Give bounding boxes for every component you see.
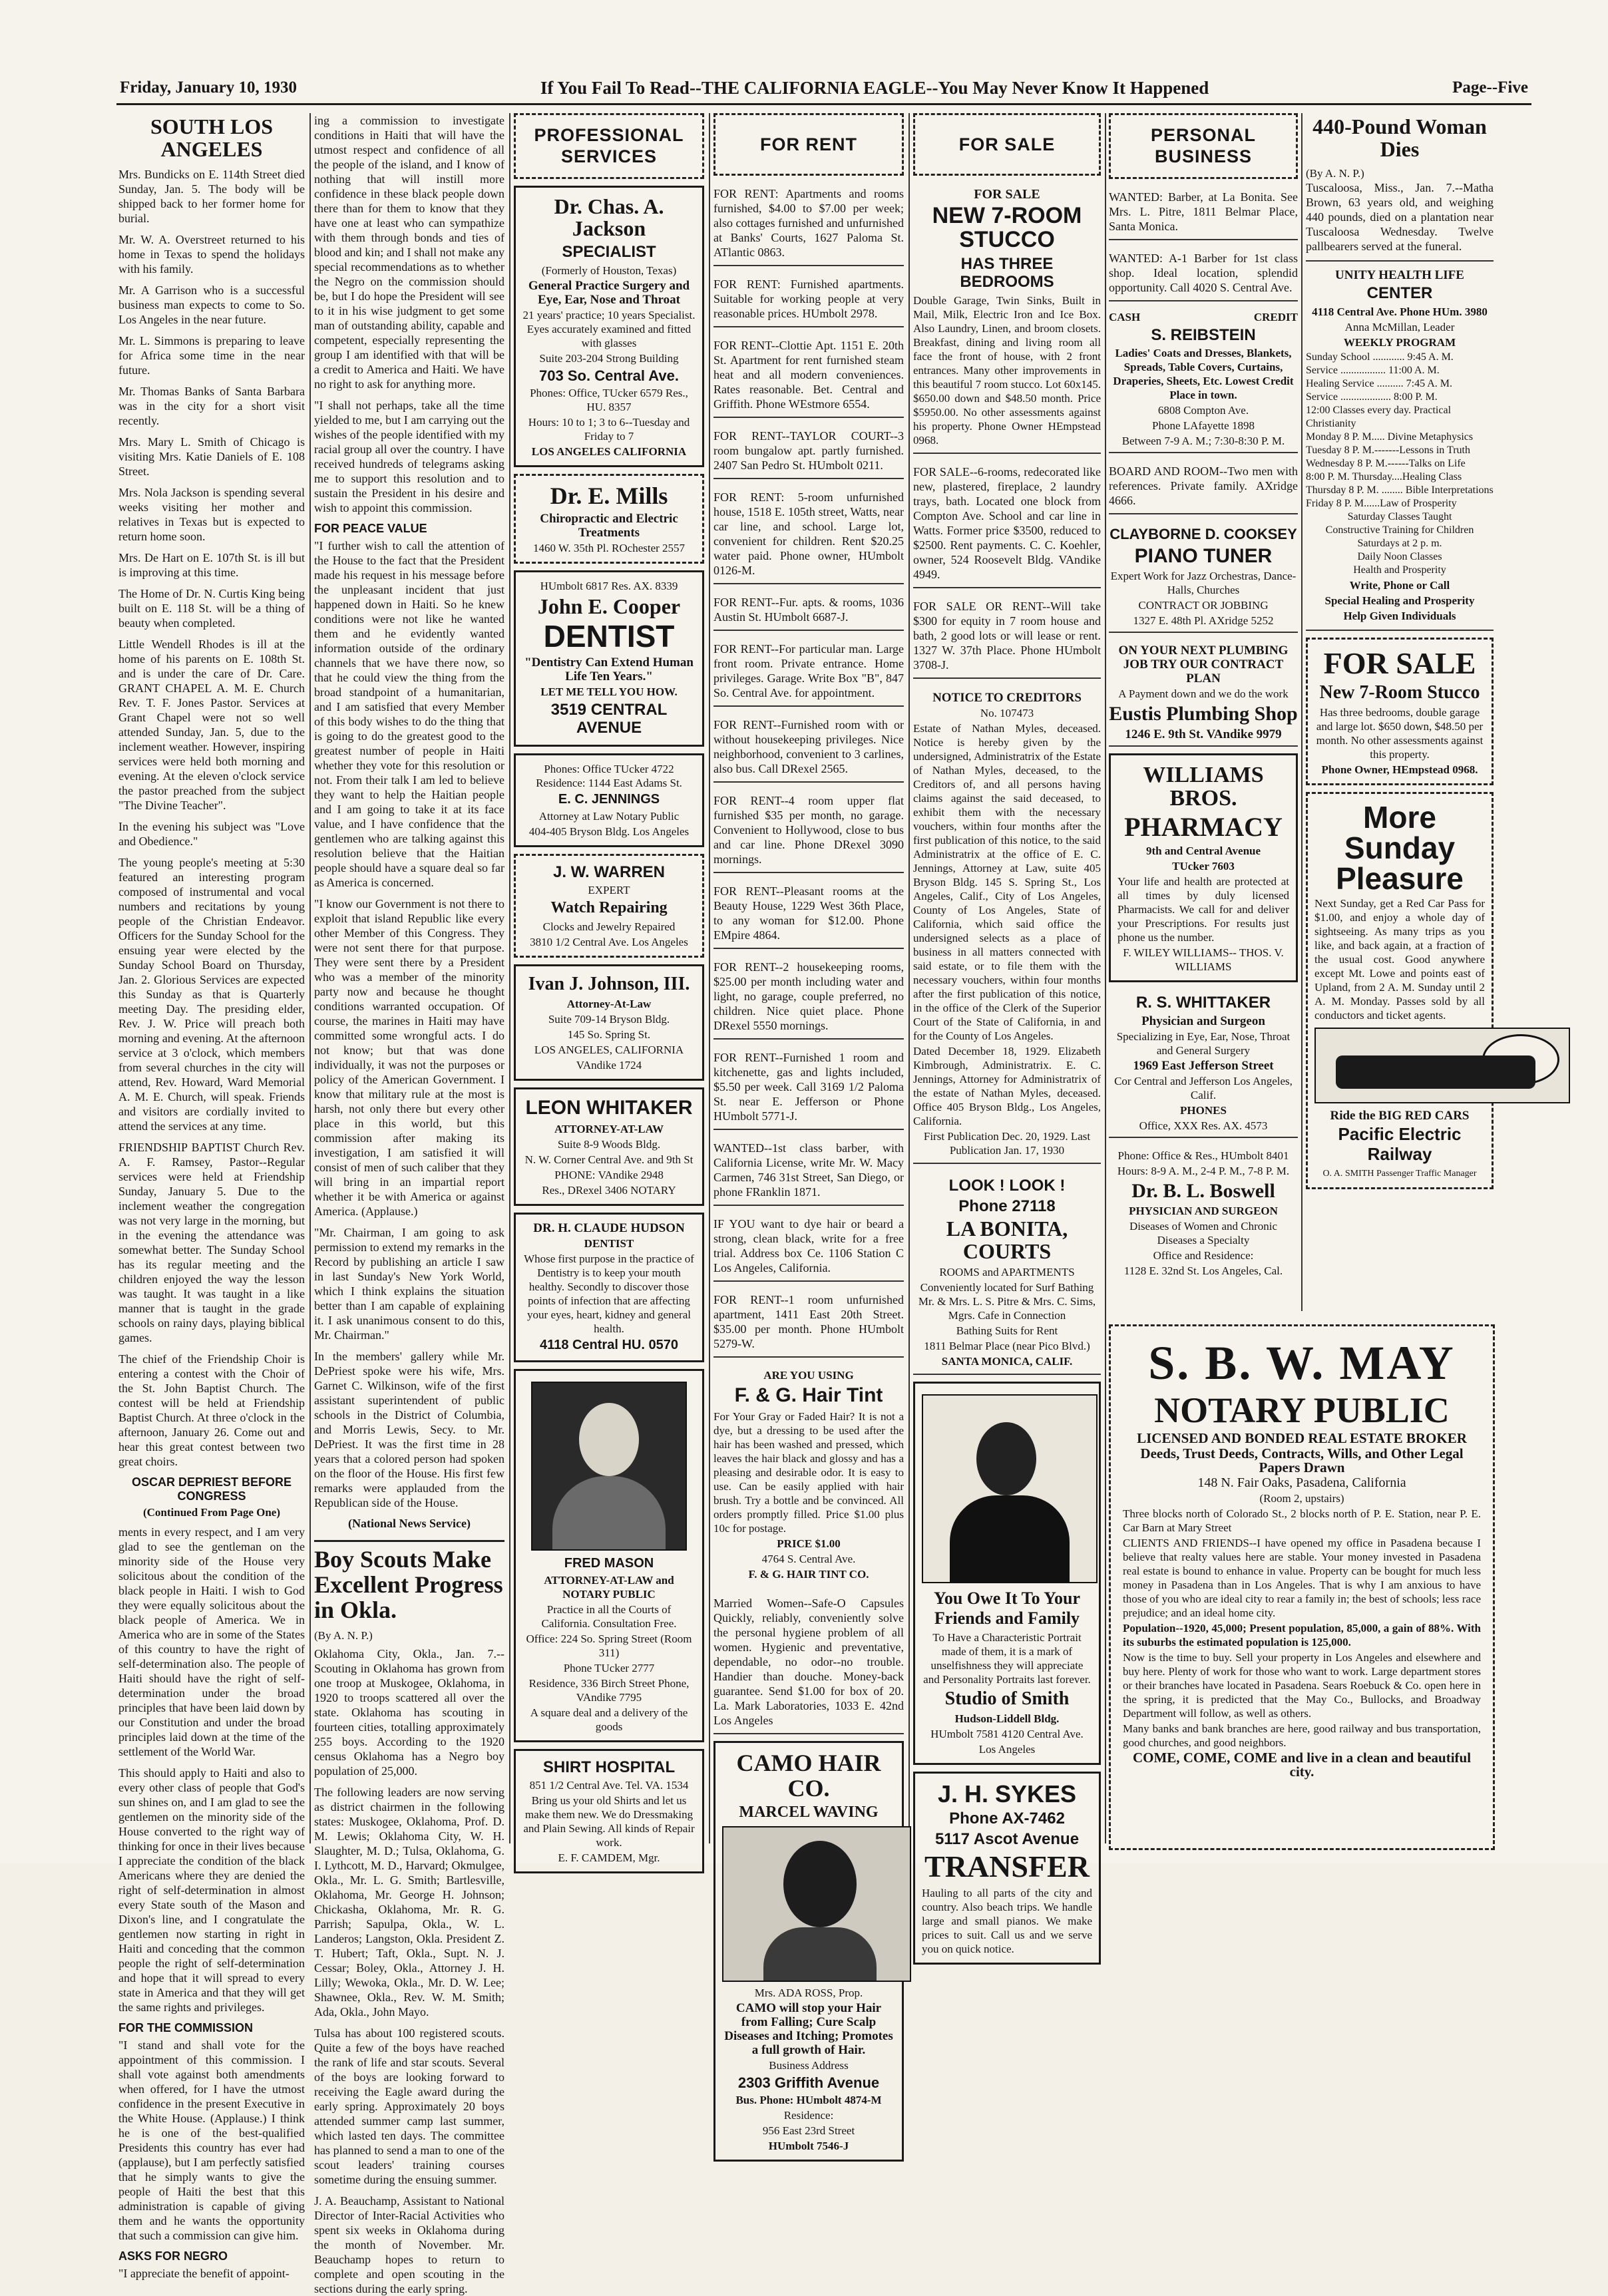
ad-text: (Room 2, upstairs) xyxy=(1259,1492,1344,1505)
article-paragraph: "I shall not perhaps, take all the time yielded to me, but I am carrying out the wishes of the people identified with my racial group all over the country. I have received hundreds of telegrams asking me to support this resolution and to sustain the President in his desire and wish to appoint this commission. xyxy=(314,399,504,514)
ad-cooksey-piano-tuner xyxy=(1109,521,1298,633)
program-row: Health and Prosperity xyxy=(1353,564,1446,576)
ad-title: More Sunday Pleasure xyxy=(1336,800,1464,896)
news-item: Mr. W. A. Overstreet returned to his home in Texas to spend the holidays with his family. xyxy=(118,233,305,276)
ad-text: Specializing in Eye, Ear, Nose, Throat and General Surgery xyxy=(1116,1030,1291,1057)
ad-title: You Owe It To Your Friends and Family xyxy=(933,1589,1081,1628)
column-rule xyxy=(309,113,311,1843)
news-item: Mrs. Mary L. Smith of Chicago is visiting Mrs. Katie Daniels of E. 108 Street. xyxy=(118,435,305,478)
program-row: Constructive Training for Children xyxy=(1325,524,1474,536)
section-header-for-rent: FOR RENT xyxy=(713,113,904,176)
column-rule xyxy=(1301,113,1303,1311)
headline-oscar-depriest: OSCAR DEPRIEST BEFORE CONGRESS xyxy=(131,1475,292,1503)
ad-text: CASH xyxy=(1109,310,1141,323)
ad-unity-health-life-center xyxy=(1306,260,1494,631)
column-for-rent xyxy=(713,113,904,2153)
ad-title: CENTER xyxy=(1366,284,1433,303)
advertiser-name: S. B. W. MAY xyxy=(1148,1336,1456,1390)
news-item: The Home of Dr. N. Curtis King being built on E. 118 St. will be a thing of beauty when completed. xyxy=(118,587,305,630)
program-row: Tuesday 8 P. M.-------Lessons in Truth xyxy=(1306,444,1470,456)
ad-title: DENTIST xyxy=(543,619,675,654)
advertiser-name: LEON WHITAKER xyxy=(525,1097,693,1119)
ad-text: Three blocks north of Colorado St., 2 blocks north of P. E. Station, near P. E. Car Barn at Mary Street xyxy=(1123,1507,1481,1535)
classified-ad: FOR RENT--Fur. apts. & rooms, 1036 Austin St. HUmbolt 6687-J. xyxy=(713,591,904,631)
program-row: Service ................. 11:00 A. M. xyxy=(1306,364,1440,376)
classified-ad: FOR RENT--Furnished 1 room and kitchenette, gas and lights included, $5.50 per week. Call 3169 1/2 Paloma St. near E. Jefferson or Phone HUmbolt 5771-J. xyxy=(713,1046,904,1130)
ad-text: Res., DRexel 3406 NOTARY xyxy=(542,1183,676,1197)
ad-text: (Formerly of Houston, Texas) xyxy=(541,264,677,277)
advertiser-name: CAMO HAIR CO. xyxy=(736,1749,881,1802)
notice-text: Dated December 18, 1929. Elizabeth Kimbrough, Administratrix. E. C. Jennings, Attorney for Administratrix of the estate of Nathan Myles, deceased. Office 405 Bryson Bldg., Los Angeles, California. xyxy=(913,1044,1101,1127)
ad-phone: TUcker 7603 xyxy=(1172,860,1235,873)
column-depriest-continued xyxy=(314,113,504,2296)
article-paragraph: This should apply to Haiti and also to every other class of people that God's sun shines on, and I am glad to see the gentlemen on the minority side of the House converted to the right way of thinking for once in their lives because I appreciate the condition of the black Americans where they are denied the right of self-determination in almost every State south of the Mason and Dixon's line, and I congratulate the gentlemen now starting in right in Haiti and conceding that the common people the right of self-determination and hope that it will spread to every state in America and that they will get the same rights and privileges. xyxy=(118,1766,305,2014)
ad-phone: Phone 27118 xyxy=(958,1197,1056,1215)
ad-text: COME, COME, COME and live in a clean and beautiful city. xyxy=(1132,1750,1472,1780)
ad-text: WEEKLY PROGRAM xyxy=(1343,335,1456,349)
advertiser-name: S. REIBSTEIN xyxy=(1151,325,1256,344)
advertiser-name: F. & G. Hair Tint xyxy=(734,1384,883,1407)
ad-phone: PHONE: VAndike 2948 xyxy=(554,1168,664,1181)
fred-mason-portrait xyxy=(531,1382,687,1551)
classified-ad: FOR RENT--4 room upper flat furnished $35 per month, no garage. Convenient to Hollywood, close to bus and car line. Phone DRexel 3090 mornings. xyxy=(713,789,904,873)
ad-text: 21 years' practice; 10 years Specialist. Eyes accurately examined and fitted with glasses xyxy=(522,308,696,349)
ad-text: Population--1920, 45,000; Present population, 85,000, a gain of 88%. With its suburbs the estimated population is 125,000. xyxy=(1123,1622,1481,1649)
ad-la-bonita-courts xyxy=(913,1171,1101,1375)
ad-fg-hair-tint xyxy=(713,1364,904,1585)
advertiser-name: R. S. WHITTAKER xyxy=(1135,994,1271,1012)
article-paragraph: "I further wish to call the attention of the House to the fact that the President made his request in his message before the unpleasant incident that just happened down in Haiti. So he knew conditions were not like he wanted them and he evidently wanted information outside of the ordinary channels that we have there now, so that he could view the thing from the broad standpoint of a humanitarian, and I am satisfied that every Member of this body wishes to do the thing that is going to do the greatest good to the greatest number of people in Haiti whether they vote for this resolution or not. From their talk I am led to believe they want to help the Haitian people and I am going to take it at its face value, and I have confidence that the gentlemen who are talking against this resolution believe that the Haitian people should have a square deal so far as America is concerned. xyxy=(314,539,504,889)
article-paragraph: "I stand and shall vote for the appointment of this commission. I shall vote against both amendments when offered, for I have the utmost confidence in the present Executive in the White House. (Applause.) I think he is one of the best-qualified Presidents this country has ever had (applause), but I am perfectly satisfied that he simply wants to give the people of Haiti the best that this administration is capable of giving them and he wants the opportunity that such a commission can give him. xyxy=(118,2038,305,2243)
ad-text: LOS ANGELES, CALIFORNIA xyxy=(534,1044,684,1057)
ad-text: EXPERT xyxy=(588,884,630,897)
ad-text: To Have a Characteristic Portrait made of them, it is a mark of unselfishness they will appreciate and Personality Portraits last forever. xyxy=(923,1631,1091,1686)
ad-text: Physician and Surgeon xyxy=(1141,1014,1265,1028)
headline-440-pound-woman: 440-Pound Woman Dies xyxy=(1312,114,1487,161)
classified-ad: WANTED--1st class barber, with California License, write Mr. W. Macy Carmen, 746 31st Street, San Diego, or phone FRanklin 1871. xyxy=(713,1137,904,1206)
ad-text: Office and Residence: xyxy=(1153,1249,1254,1262)
ad-text: Next Sunday, get a Red Car Pass for $1.00, and enjoy a whole day of sightseeing. As many trips as you like, and back again, at a fraction of the usual cost. Good anywhere except Mt. Lowe and points east of Upland, from 2 A. M. Sunday until 2 A. M. Monday. Passes sold by all conductors and ticket agents. xyxy=(1314,897,1485,1022)
ad-text: "Dentistry Can Extend Human Life Ten Years." xyxy=(524,655,694,683)
ad-text: For Your Gray or Faded Hair? It is not a dye, but a dressing to be used after the hair has been washed and pressed, which leaves the hair black and glossy and has a pleasing and desirable odor. It is easy to use. Can be easily applied with hair brush. Try a bottle and be convinced. All orders promptly filled. Price $1.00 plus 10c for postage. xyxy=(713,1410,904,1535)
ad-ec-jennings xyxy=(514,753,704,847)
news-item: Little Wendell Rhodes is ill at the home of his parents on E. 108th St. and is under the care of Dr. Care. GRANT CHAPEL A. M. E. Church Rev. T. F. Jones Pastor. Services at Grant Chapel were not so well attended Sunday, Jan. 5, due to the inclement weather. However, inspiring services were held both morning and evening. At the eleven o'clock service the pastor preached from the subject "The Divine Teacher". xyxy=(118,638,305,813)
ad-title: MARCEL WAVING xyxy=(739,1804,879,1821)
ad-dr-boswell xyxy=(1109,1145,1298,1282)
ad-phone: Phones: Office, TUcker 6579 Res., HU. 8357 xyxy=(530,386,688,413)
advertiser-name: Dr. B. L. Boswell xyxy=(1131,1179,1275,1202)
ad-text: Many banks and bank branches are here, good railway and bus transportation, good churches, and good neighbors. xyxy=(1123,1722,1481,1750)
ad-text: Bathing Suits for Rent xyxy=(956,1324,1058,1338)
advertiser-name: E. C. JENNINGS xyxy=(558,791,660,807)
ad-address: 1811 Belmar Place (near Pico Blvd.) xyxy=(924,1340,1090,1353)
column-professional-services xyxy=(514,113,704,1865)
ad-text: LOOK ! LOOK ! xyxy=(948,1176,1066,1195)
ad-text: Special Healing and Prosperity xyxy=(1324,594,1475,607)
ad-address: 6808 Compton Ave. xyxy=(1157,404,1249,417)
column-rule xyxy=(1105,113,1106,1843)
ad-text: CREDIT xyxy=(1253,310,1298,323)
news-item: In the evening his subject was "Love and Obedience." xyxy=(118,820,305,849)
ad-address: 404-405 Bryson Bldg. Los Angeles xyxy=(528,825,690,838)
program-row: Sunday School ............ 9:45 A. M. xyxy=(1306,351,1454,363)
ad-pacific-electric xyxy=(1306,792,1494,1189)
ad-shirt-hospital xyxy=(514,1749,704,1874)
ad-text: Suite 709-14 Bryson Bldg. xyxy=(548,1013,670,1026)
notice-text: First Publication Dec. 20, 1929. Last Publication Jan. 17, 1930 xyxy=(923,1129,1091,1157)
ad-text: New 7-Room Stucco xyxy=(1319,682,1480,703)
classified-ad: FOR RENT--Furnished room with or without housekeeping privileges. Nice neighborhood, convenient to 3 carlines, also bus. Call DRexel 2565. xyxy=(713,713,904,783)
ad-text: Whose first purpose in the practice of Dentistry is to keep your mouth healthy. Secondly to discover those points of infection that are affecting your eyes, heart, kidney and general health. xyxy=(524,1252,694,1335)
article-paragraph: Tulsa has about 100 registered scouts. Quite a few of the boys have reached the rank of life and star scouts. Several of the boys are looking forward to receiving the Eagle award during the early spring. Approximately 20 boys attended summer camp last summer, which lasted ten days. The committee has planned to send a man to one of the scout leaders' training courses sometime during the ensuing summer. xyxy=(314,2026,504,2187)
ad-text: PHYSICIAN AND SURGEON xyxy=(1129,1205,1278,1218)
ad-text: HAS THREE BEDROOMS xyxy=(960,254,1054,291)
ad-text: F. & G. HAIR TINT CO. xyxy=(748,1567,869,1581)
ad-address: 9th and Central Avenue xyxy=(1145,845,1261,858)
news-item: Mrs. Nola Jackson is spending several weeks visiting her mother and relatives in Texas but is expected to return home soon. xyxy=(118,486,305,544)
classified-ad: FOR RENT: Furnished apartments. Suitable for working people at very reasonable prices. HUmbolt 2978. xyxy=(713,273,904,327)
ad-text: A square deal and a delivery of the goods xyxy=(530,1706,688,1733)
section-header-personal-business: PERSONAL BUSINESS xyxy=(1109,113,1298,179)
advertiser-name: UNITY HEALTH LIFE xyxy=(1335,268,1464,283)
advertiser-name: Studio of Smith xyxy=(944,1688,1070,1710)
news-item: The chief of the Friendship Choir is entering a contest with the Choir of the St. John Baptist Church. The contest will be held at Friendship Baptist Church. At three o'clock in the afternoon, January 26. Come out and hear this great contest between two great choirs. xyxy=(118,1352,305,1469)
ad-text: PHONES xyxy=(1180,1103,1227,1117)
ad-text: Double Garage, Twin Sinks, Built in Mail, Milk, Electric Iron and Ice Box. Also Laundry, Linen, and broom closets. Breakfast, dining and living room all face the front of house, with 2 front entrances. Many other improvements in this beautiful 7 room stucco. Lot 60x145. $650.00 down and $48.50 month. Price $5950.00. No other assessments against his property. Phone Owner HEmpstead 0968. xyxy=(913,293,1101,447)
program-row: Daily Noon Classes xyxy=(1357,550,1442,562)
article-paragraph: In the members' gallery while Mr. DePriest spoke were his wife, Mrs. Garnet C. Wilkinson, wife of the first assistant superintendent of public schools in the District of Columbia, and Morris Lewis, Secy. to Mr. DePriest. It was the first time in 28 years that a colored person had spoken on the floor of the House. His first few remarks were applauded from the Republican side of the House. xyxy=(314,1350,504,1509)
ad-text: Chiropractic and Electric Treatments xyxy=(540,511,678,540)
headline-south-los-angeles: SOUTH LOS ANGELES xyxy=(150,114,274,161)
ad-text: Suite 8-9 Woods Bldg. xyxy=(557,1137,661,1151)
ad-title: NEW 7-ROOM STUCCO xyxy=(932,203,1082,253)
ad-sbw-may-notary xyxy=(1109,1324,1495,1850)
advertiser-name: LA BONITA, COURTS xyxy=(946,1217,1068,1263)
continued-note: (Continued From Page One) xyxy=(142,1506,281,1519)
ad-text: N. W. Corner Central Ave. and 9th St xyxy=(524,1153,694,1166)
ad-price: PRICE $1.00 xyxy=(777,1537,841,1550)
ad-text: Your life and health are protected at all times by duly licensed Pharmacists. We call for and deliver your Prescriptions. For results just phone us the number. xyxy=(1117,875,1289,944)
ad-phone: Phone Owner, HEmpstead 0968. xyxy=(1321,763,1478,777)
ad-title: PIANO TUNER xyxy=(1134,544,1273,567)
ad-phone: Phone AX-7462 xyxy=(949,1810,1065,1828)
ad-text: Conveniently located for Surf Bathing Mr. & Mrs. L. S. Pitre & Mrs. C. Sims, Mgrs. Cafe in Connection xyxy=(918,1281,1096,1322)
ad-text: Expert Work for Jazz Orchestras, Dance-Halls, Churches xyxy=(1110,570,1297,597)
ad-text: A Payment down and we do the work xyxy=(1118,687,1289,701)
news-item: FRIENDSHIP BAPTIST Church Rev. A. F. Ramsey, Pastor--Regular services were held at Friendship Sunday, January 5. Due to the inclement weather the congregation was not very large in the morning, but in the evening the attendance was somewhat better. The Sunday School has its regular meeting and the children enjoyed the way the lesson was taught. It was taught in a like manner that is taught in the grade schools on rainy days, playing biblical games. xyxy=(118,1141,305,1345)
classified-ad: WANTED: A-1 Barber for 1st class shop. Ideal location, splendid opportunity. Call 4020 S. Central Ave. xyxy=(1109,247,1298,301)
ad-address: 1327 E. 48th Pl. AXridge 5252 xyxy=(1133,614,1274,628)
classified-ad: FOR RENT--2 housekeeping rooms, $25.00 per month including water and light, no garage, couple preferred, no children. Nice quiet place. Phone DRexel 5550 mornings. xyxy=(713,956,904,1040)
ad-text: Write, Phone or Call xyxy=(1349,578,1450,592)
ad-text: Mrs. ADA ROSS, Prop. xyxy=(754,1987,863,2000)
ad-text: Attorney-At-Law xyxy=(566,998,652,1011)
ad-text: Practice in all the Courts of California. Consultation Free. xyxy=(541,1603,677,1630)
advertiser-name: Eustis Plumbing Shop xyxy=(1109,703,1298,725)
ad-address: 703 So. Central Ave. xyxy=(539,367,679,384)
column-for-sale xyxy=(913,113,1101,1955)
classified-ad: FOR RENT--Clottie Apt. 1151 E. 20th St. Apartment for rent furnished steam heat and all modern conveniences. Rates reasonable. Bet. Central and Griffith. Phone WEstmore 6554. xyxy=(713,334,904,418)
ad-text: Help Given Individuals xyxy=(1343,609,1456,622)
ad-jh-sykes-transfer xyxy=(913,1772,1101,1964)
hair-model-photo xyxy=(722,1826,911,1982)
ad-text: O. A. SMITH Passenger Traffic Manager xyxy=(1322,1169,1477,1179)
article-paragraph: "I know our Government is not there to exploit that island Republic like every other Member of this Congress. They were not sent there for that purpose. They were sent there by a President who was a member of the minority party now and because he thought conditions warranted occupation. Of course, the marines in Haiti may have committed some wrongful acts. I do not know; but that was done individually, it was not the purposes or policy of the American Government. I know that military rule at the most is harsh, not only there but every other place in this world, but this commission after making its investigation, I am satisfied it will consist of men of such caliber that they will bring in an impartial report whether it be with America or against America. (Applause.) xyxy=(314,897,504,1218)
ad-text: Ride the BIG RED CARS xyxy=(1330,1109,1470,1123)
ad-address: 956 East 23rd Street xyxy=(762,2124,855,2138)
ad-text: Between 7-9 A. M.; 7:30-8:30 P. M. xyxy=(1121,435,1285,448)
ad-title: NOTARY PUBLIC xyxy=(1154,1390,1450,1430)
ad-stucco-for-sale xyxy=(913,182,1101,454)
notice-to-creditors xyxy=(913,685,1101,1164)
ad-text: Residence: xyxy=(783,2109,834,2122)
ad-for-sale-stucco-box xyxy=(1306,638,1494,785)
article-paragraph: Tuscaloosa, Miss., Jan. 7.--Matha Brown, 63 years old, and weighing 440 pounds, died on a plantation near Tuscaloosa Wednesday. Twelve pallbearers served at the funeral. xyxy=(1306,181,1494,254)
ad-text: F. WILEY WILLIAMS-- THOS. V. WILLIAMS xyxy=(1123,946,1284,974)
advertiser-name: Dr. Chas. A. Jackson xyxy=(554,194,664,241)
ad-address: 5117 Ascot Avenue xyxy=(934,1829,1080,1848)
ad-phone: HUmbolt 7546-J xyxy=(768,2140,849,2153)
ad-phone: Phones: Office TUcker 4722 Residence: 1144 East Adams St. xyxy=(536,762,682,789)
ad-fred-mason xyxy=(514,1369,704,1742)
ad-text: Now is the time to buy. Sell your property in Los Angeles and elsewhere and buy here. Plenty of work for those who want to work. Large department stores or their branches have located in Pasadena. Sears Roebuck & Co. open here in the spring, it is predicted that the May Co., Bullocks, and Broadway Department will follow, as well as others. xyxy=(1123,1651,1481,1720)
article-paragraph: "Mr. Chairman, I am going to ask permission to extend my remarks in the Record by publishing an article I saw in last Sunday's New York World, which I think explains the situation better than I am capable of explaining it. I ask unanimous consent to do this, Mr. Chairman." xyxy=(314,1226,504,1342)
column-rule xyxy=(509,113,510,1843)
ad-phone: VAndike 1724 xyxy=(576,1059,642,1072)
column-rule xyxy=(709,113,710,1843)
ad-rs-whittaker xyxy=(1109,989,1298,1138)
ad-text: DENTIST xyxy=(584,1237,634,1250)
program-row: Thursday 8 P. M. ........ Bible Interpretations xyxy=(1306,484,1494,496)
program-row: Saturday Classes Taught xyxy=(1347,510,1452,522)
ad-text: Hours: 10 to 1; 3 to 6--Tuesday and Friday to 7 xyxy=(528,415,690,443)
article-divider xyxy=(314,1540,504,1542)
ad-address: 148 N. Fair Oaks, Pasadena, California xyxy=(1197,1475,1406,1491)
portrait-sketch xyxy=(922,1394,1098,1583)
classified-ad: FOR RENT--1 room unfurnished apartment, 1411 East 20th Street. $35.00 per month. Phone HUmbolt 5279-W. xyxy=(713,1288,904,1358)
classified-ad: FOR RENT: Apartments and rooms furnished, $4.00 to $7.00 per week; also cottages furnished and unfurnished at Banks' Courts, 1627 Paloma St. ATlantic 0863. xyxy=(713,182,904,266)
column-personal-business xyxy=(1109,113,1298,1311)
ad-text: Office: 224 So. Spring Street (Room 311) xyxy=(526,1632,692,1659)
masthead-slogan: If You Fail To Read--THE CALIFORNIA EAGLE--You May Never Know It Happened xyxy=(540,77,1209,98)
ad-title: SPECIALIST xyxy=(562,242,656,261)
ad-title: FOR SALE xyxy=(1323,646,1476,680)
classified-ad: FOR SALE--6-rooms, redecorated like new, plastered, fireplace, 2 laundry trays, bath. Located one block from Compton Ave. School and car line in Watts. Former price $3500, reduced to $2500. Rent payments. C. C. Koehler, owner, 524 Roosevelt Bldg. VAndike 4949. xyxy=(913,461,1101,588)
advertiser-name: Ivan J. Johnson, III. xyxy=(528,973,690,994)
page-number: Page--Five xyxy=(1452,79,1528,96)
ad-dr-jackson xyxy=(514,186,704,467)
advertiser-name: DR. H. CLAUDE HUDSON xyxy=(533,1221,685,1235)
classified-ad: WANTED: Barber, at La Bonita. See Mrs. L. Pitre, 1811 Belmar Place, Santa Monica. xyxy=(1109,186,1298,240)
ad-text: 145 So. Spring St. xyxy=(567,1028,651,1042)
ad-text: Clocks and Jewelry Repaired xyxy=(542,920,676,933)
ad-text: ROOMS and APARTMENTS xyxy=(939,1266,1075,1279)
program-row: Wednesday 8 P. M.------Talks on Life xyxy=(1306,457,1466,469)
classified-ad: Married Women--Safe-O Capsules Quickly, reliably, conveniently solve the personal hygiene problem of all women. Hygienic and preventative, dependable, no odor--no trouble. Handier than douche. Money-back guarantee. Send $1.00 for box of 20. La. Mark Laboratories, 1033 E. 42nd Los Angeles xyxy=(713,1592,904,1734)
subhead-asks-for-negro: ASKS FOR NEGRO xyxy=(118,2249,228,2263)
red-car-illustration xyxy=(1314,1028,1570,1103)
ad-leon-whitaker xyxy=(514,1087,704,1206)
issue-date: Friday, January 10, 1930 xyxy=(120,79,297,96)
ad-text: SANTA MONICA, CALIF. xyxy=(941,1355,1073,1368)
article-paragraph: The following leaders are now serving as district chairmen in the following states: Muskogee, Oklahoma, Prof. D. M. Lewis; Oklahoma City, W. H. Slaughter, M. D.; Tulsa, Oklahoma, G. I. Lythcott, M. D., Harvard; Okmulgee, Okla., Mr. L. G. Smith; Bartlesville, Oklahoma, Mr. George H. Johnson; Chickasha, Oklahoma, Mr. R. G. Parrish; Sapulpa, Okla., W. L. Landeros; Langston, Okla. President Z. T. Hubert; Taft, Okla., Supt. N. J. Cessar; Boley, Okla., Attorney J. H. Lilly; Wewoka, Okla., Mr. D. W. Lee; Shawnee, Okla., Rev. W. M. Smith; Ada, Okla., John Mayo. xyxy=(314,1786,504,2019)
advertiser-name: J. H. SYKES xyxy=(937,1780,1077,1808)
ad-text: Hauling to all parts of the city and country. Also beach trips. We handle large and small pianos. We make prices to suit. Call us and we serve you on quick notice. xyxy=(922,1886,1092,1955)
notice-title: NOTICE TO CREDITORS xyxy=(932,690,1082,705)
ad-address: 4118 Central Ave. Phone HUm. 3980 xyxy=(1312,305,1488,318)
ad-text: E. F. CAMDEM, Mgr. xyxy=(558,1851,660,1865)
ad-text: Anna McMillan, Leader xyxy=(1344,320,1455,333)
advertiser-name: John E. Cooper xyxy=(537,594,681,618)
ad-text: LICENSED AND BONDED REAL ESTATE BROKER xyxy=(1137,1430,1467,1447)
ad-title: PHARMACY xyxy=(1124,812,1283,843)
ad-ivan-johnson xyxy=(514,964,704,1081)
ad-text: Bring us your old Shirts and let us make them new. We do Dressmaking and Plain Sewing. All kinds of Repair work. xyxy=(523,1794,695,1849)
subhead-for-the-commission: FOR THE COMMISSION xyxy=(118,2021,253,2035)
program-row: Saturdays at 2 p. m. xyxy=(1357,537,1442,549)
ad-text: Cor Central and Jefferson Los Angeles, Calif. xyxy=(1114,1074,1293,1101)
ad-dr-hudson xyxy=(514,1213,704,1362)
ad-address: 4764 S. Central Ave. xyxy=(761,1552,856,1565)
ad-text: Ladies' Coats and Dresses, Blankets, Spreads, Table Covers, Curtains, Draperies, Sheets, Etc. Lowest Credit Place in town. xyxy=(1113,347,1294,402)
ad-eustis-plumbing xyxy=(1109,640,1298,747)
ad-phone: Phone TUcker 2777 xyxy=(563,1661,655,1674)
ad-phone: Phone LAfayette 1898 xyxy=(1152,419,1255,433)
program-row: Healing Service .......... 7:45 A. M. xyxy=(1306,377,1452,389)
ad-text: Los Angeles xyxy=(978,1743,1036,1756)
byline: (By A. N. P.) xyxy=(314,1629,373,1642)
ad-text: Hours: 8-9 A. M., 2-4 P. M., 7-8 P. M. xyxy=(1117,1164,1290,1177)
ad-text: CONTRACT OR JOBBING xyxy=(1138,599,1269,612)
ad-text: Has three bedrooms, double garage and large lot. $650 down, $48.50 per month. No other assessments against this property. xyxy=(1316,706,1484,761)
notice-text: Estate of Nathan Myles, deceased. Notice is hereby given by the undersigned, Administratrix of the Estate of Nathan Myles, deceased, to the Creditors of, and all persons having claims against the said deceased, to exhibit them with the necessary vouchers, within four months after the first publication of this notice, to the said Administratrix at the office of E. C. Jennings, Attorney at Law, suite 405 Bryson Bldg. 145 S. Spring St., Los Angeles, Calif., City of Los Angeles, County of Los Angeles, State of California, which said office the undersigned selects as a place of business in all matters connected with said estate, or to file them with the necessary vouchers, within four months after the first publication of this notice, in the office of the Clerk of the Superior Court of the State of California, in and for the County of Los Angeles. xyxy=(913,721,1101,1042)
page-masthead xyxy=(120,75,1528,101)
ad-text: CAMO will stop your Hair from Falling; Cure Scalp Diseases and Itching; Promotes a full growth of Hair. xyxy=(724,2001,893,2058)
advertiser-name: Pacific Electric Railway xyxy=(1338,1124,1462,1165)
news-item: Mr. L. Simmons is preparing to leave for Africa some time in the near future. xyxy=(118,334,305,377)
ad-s-reibstein xyxy=(1109,308,1298,454)
section-header-professional-services: PROFESSIONAL SERVICES xyxy=(514,113,704,179)
program-row: Monday 8 P. M..... Divine Metaphysics xyxy=(1306,431,1474,443)
ad-text: FOR SALE xyxy=(974,187,1040,202)
ad-text: CLIENTS AND FRIENDS--I have opened my office in Pasadena because I believe that realty values here are stable. Your money invested in Pasadena real estate is bound to enhance in value. Property can be bought for much less money in Pasadena than in Los Angeles. That is why I am anxious to have those of you who are ideal city to rear a family in; the best of schools; less race prejudice; and an ideal home city. xyxy=(1123,1537,1481,1620)
article-paragraph: Oklahoma City, Okla., Jan. 7.--Scouting in Oklahoma has grown from one troop at Muskogee, Oklahoma, in 1920 to troops scattered all over the state. Oklahoma has scouting in fourteen cities, totalling approximately 255 boys. According to the 1920 census Oklahoma has a Negro boy population of 25,000. xyxy=(314,1647,504,1778)
ad-text: General Practice Surgery and Eye, Ear, Nose and Throat xyxy=(528,278,690,307)
classified-ad: FOR RENT--Pleasant rooms at the Beauty House, 1229 West 36th Place, to any woman for $12.00. Phone EMpire 4864. xyxy=(713,880,904,949)
ad-phone: HUmbolt 6817 Res. AX. 8339 xyxy=(540,579,678,592)
ad-address: HUmbolt 7581 4120 Central Ave. xyxy=(930,1728,1084,1741)
program-row: Service ................... 8:00 P. M. xyxy=(1306,391,1438,403)
ad-text: Attorney at Law Notary Public xyxy=(538,809,680,823)
notice-number: No. 107473 xyxy=(980,706,1034,719)
ad-phone: Bus. Phone: HUmbolt 4874-M xyxy=(735,2094,882,2107)
ad-jw-warren xyxy=(514,854,704,958)
ad-studio-of-smith xyxy=(913,1382,1101,1765)
classified-ad: BOARD AND ROOM--Two men with references. Private family. AXridge 4666. xyxy=(1109,460,1298,514)
advertiser-name: Dr. E. Mills xyxy=(550,482,668,509)
ad-camo-hair xyxy=(713,1741,904,2162)
ad-phone: Office, XXX Res. AX. 4573 xyxy=(1139,1119,1268,1132)
ad-text: Deeds, Trust Deeds, Contracts, Wills, and Other Legal Papers Drawn xyxy=(1140,1445,1464,1476)
article-paragraph: J. A. Beauchamp, Assistant to National Director of Inter-Racial Activities who spent six weeks in Oklahoma during the month of November. Mr. Beauchamp hopes to return to complete and open scouting in the sections during the early spring. xyxy=(314,2194,504,2296)
ad-address: 1128 E. 32nd St. Los Angeles, Cal. xyxy=(1123,1264,1283,1278)
ad-address: 2303 Griffith Avenue xyxy=(737,2074,880,2092)
news-service-credit: (National News Service) xyxy=(348,1517,471,1530)
weekly-program-list xyxy=(1306,351,1494,577)
ad-text: ATTORNEY-AT-LAW xyxy=(554,1122,664,1135)
article-paragraph: ments in every respect, and I am very glad to see the gentleman on the minority side of the House very solicitous about the condition of the black people in Haiti. I wish to God they were equally solicitous about the black people of America. We in America who are in some of the States of this country to have the right of self-determination also. The people of Haiti should have the right of self-determination under the broad principles that have been laid down by our Constitution and under the broad principles laid down at the time of the settlement of the World War. xyxy=(118,1525,305,1759)
ad-john-cooper-dentist xyxy=(514,570,704,747)
ad-text: Diseases of Women and Chronic Diseases a Specialty xyxy=(1129,1220,1278,1247)
column-right xyxy=(1306,113,1494,1311)
program-row: 12:00 Classes every day. Practical Christianity xyxy=(1306,404,1452,429)
program-row: 8:00 P. M. Thursday....Healing Class xyxy=(1306,471,1462,482)
byline: (By A. N. P.) xyxy=(1306,167,1364,180)
classified-ad: FOR RENT--For particular man. Large front room. Private entrance. Home privileges. Garage. Write Box "B", 847 So. Central Ave. for appointment. xyxy=(713,638,904,707)
ad-text: LOS ANGELES CALIFORNIA xyxy=(531,445,687,458)
ad-text: Hudson-Liddell Bldg. xyxy=(954,1712,1060,1726)
news-item: The young people's meeting at 5:30 featured an interesting program composed of instrumental and vocal numbers and recitations by young people of the Christian Endeavor. Officers for the Sunday School for the ensuing year were elected by the Sunday School Board on Thursday, Jan. 2. Glorious Services are expected this Sunday as that is Quarterly meeting Day. The presiding elder, Rev. J. W. Price will preach both morning and evening. At the afternoon service at 3 o'clock, which members from several churches in the city will attend, Rev. Howard, Ward Memorial A. M. E. Church, will speak. Friends and visitors are cordially invited to attend the services at any time. xyxy=(118,856,305,1133)
advertiser-name: J. W. WARREN xyxy=(552,862,665,881)
ad-address: 1969 East Jefferson Street xyxy=(1133,1058,1274,1073)
ad-title: TRANSFER xyxy=(924,1849,1090,1884)
cash-credit-row xyxy=(1109,311,1298,324)
ad-text: ARE YOU USING xyxy=(763,1369,854,1382)
program-row: Friday 8 P. M......Law of Prosperity xyxy=(1306,497,1457,509)
news-item: Mr. A Garrison who is a successful business man expects to come to So. Los Angeles in the near future. xyxy=(118,284,305,327)
article-paragraph: ing a commission to investigate conditions in Haiti that will have the utmost respect and confidence of all the people of the island, and I know of nothing that will instill more confidence in these black people down there than for them to know that they have one at least who can sympathize with them through bonds and ties of blood and kin; and I shall not make any special recommendations as to whether the Negro on the commission should be, but I do hope the President will see to it in his wise judgment to get some man of outstanding ability, capable and competent, especially representing the group I am identified with that will be a credit to America and Haiti. We have no right to ask for anything more. xyxy=(314,114,504,391)
ad-text: ON YOUR NEXT PLUMBING JOB TRY OUR CONTRACT PLAN xyxy=(1118,644,1289,686)
ad-address: 3519 CENTRAL AVENUE xyxy=(550,700,668,737)
ad-address: 1246 E. 9th St. VAndike 9979 xyxy=(1125,727,1282,741)
ad-dr-mills xyxy=(514,474,704,564)
headline-boy-scouts: Boy Scouts Make Excellent Progress in Okla. xyxy=(314,1546,503,1623)
advertiser-name: CLAYBORNE D. COOKSEY xyxy=(1109,526,1297,543)
ad-text: Watch Repairing xyxy=(550,899,668,917)
news-item: Mrs. Bundicks on E. 114th Street died Sunday, Jan. 5. The body will be shipped back to her former home for burial. xyxy=(118,168,305,226)
ad-text: 851 1/2 Central Ave. Tel. VA. 1534 xyxy=(529,1779,689,1792)
classified-ad: IF YOU want to dye hair or beard a strong, clean black, write for a free trial. Address box Ce. 1106 Station C Los Angeles, California. xyxy=(713,1213,904,1282)
news-item: Mrs. De Hart on E. 107th St. is ill but is improving at this time. xyxy=(118,551,305,580)
ad-text: Suite 203-204 Strong Building xyxy=(539,351,679,365)
masthead-rule xyxy=(116,103,1531,105)
classified-ad: FOR RENT: 5-room unfurnished house, 1518 E. 105th street, Watts, near car line, and school. Large lot, convenient for children. Rent $20.25 water paid. Phone owner, HUmbolt 0126-M. xyxy=(713,486,904,584)
news-item: Mr. Thomas Banks of Santa Barbara was in the city for a short visit recently. xyxy=(118,385,305,428)
advertiser-name: SHIRT HOSPITAL xyxy=(542,1758,676,1776)
classified-ad: FOR SALE OR RENT--Will take $300 for equity in 7 room house and bath, 2 good lots or will lease or rent. 1327 W. 37th Place. Phone HUmbolt 3708-J. xyxy=(913,595,1101,679)
ad-phone: Phone: Office & Res., HUmbolt 8401 xyxy=(1117,1149,1289,1162)
ad-text: LET ME TELL YOU HOW. xyxy=(540,685,678,698)
column-south-los-angeles xyxy=(118,113,305,2281)
ad-address: 3810 1/2 Central Ave. Los Angeles xyxy=(530,935,688,948)
ad-text: Business Address xyxy=(769,2059,849,2072)
advertiser-name: FRED MASON xyxy=(564,1555,654,1571)
advertiser-name: WILLIAMS BROS. xyxy=(1143,762,1264,811)
column-rule xyxy=(908,113,910,1843)
ad-williams-bros-pharmacy xyxy=(1109,753,1298,982)
ad-address: 1460 W. 35th Pl. ROchester 2557 xyxy=(532,541,686,554)
classified-ad: FOR RENT--TAYLOR COURT--3 room bungalow apt. partly furnished. 2407 San Pedro St. HUmbolt 0211. xyxy=(713,425,904,479)
article-paragraph: "I appreciate the benefit of appoint- xyxy=(118,2267,290,2281)
subhead-for-peace-value: FOR PEACE VALUE xyxy=(314,522,427,535)
ad-address: 4118 Central HU. 0570 xyxy=(540,1337,678,1352)
section-header-for-sale: FOR SALE xyxy=(913,113,1101,176)
ad-text: Residence, 336 Birch Street Phone, VAndike 7795 xyxy=(528,1676,690,1704)
ad-text: ATTORNEY-AT-LAW and NOTARY PUBLIC xyxy=(544,1573,674,1601)
